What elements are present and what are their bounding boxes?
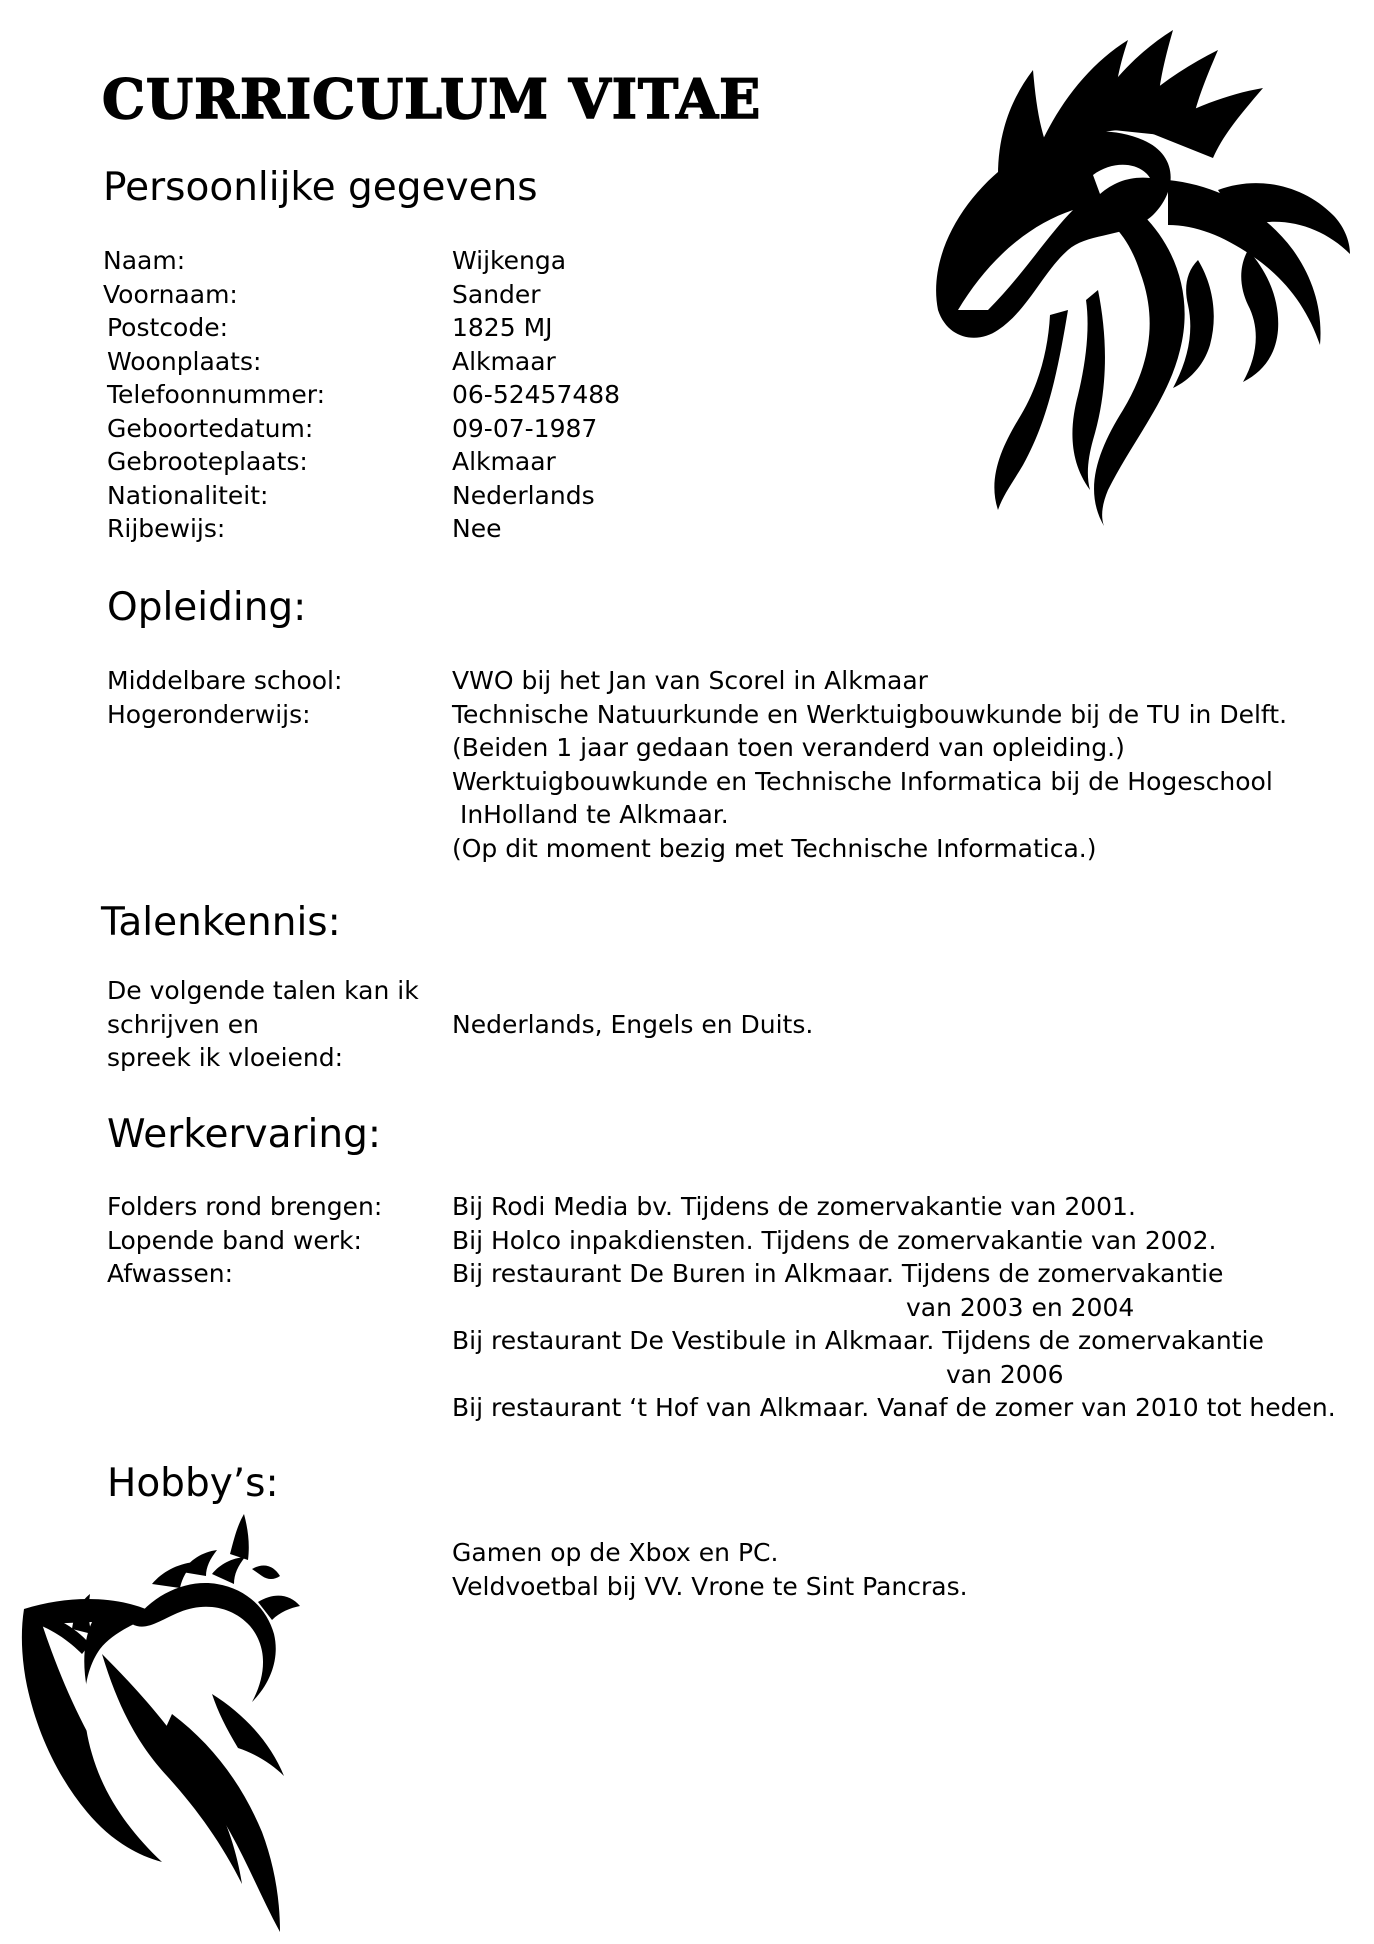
value-phone: 06-52457488	[452, 380, 621, 409]
label-birth-place: Gebrooteplaats:	[107, 447, 308, 476]
work-label: Folders rond brengen:	[107, 1192, 383, 1221]
higher-education-line: Werktuigbouwkunde en Technische Informatica bij de Hogeschool	[452, 766, 1273, 796]
work-line: Bij restaurant De Buren in Alkmaar. Tijdens de zomervakantie	[452, 1259, 1224, 1288]
languages-value: Nederlands, Engels en Duits.	[452, 1009, 814, 1039]
winged-dragon-tribal-icon	[12, 1514, 382, 1934]
hobby-line: Veldvoetbal bij VV. Vrone te Sint Pancras.	[452, 1571, 968, 1601]
value-first-name: Sander	[452, 279, 541, 309]
work-line: van 2003 en 2004	[906, 1292, 1135, 1322]
languages-row	[0, 1041, 1374, 1075]
hobby-line: Gamen op de Xbox en PC.	[452, 1538, 779, 1567]
work-row	[0, 1190, 1374, 1224]
label-postcode: Postcode:	[107, 313, 229, 342]
education-list	[0, 664, 1374, 865]
work-row	[0, 1324, 1374, 1358]
higher-education-line: Technische Natuurkunde en Werktuigbouwkunde bij de TU in Delft.	[452, 699, 1288, 729]
work-list	[0, 1190, 1374, 1425]
label-nationality: Nationaliteit:	[107, 480, 269, 510]
label-birth-date: Geboortedatum:	[107, 413, 314, 443]
education-row-cont	[0, 765, 1374, 799]
work-line: Bij Rodi Media bv. Tijdens de zomervakantie van 2001.	[452, 1192, 1136, 1221]
education-row-cont	[0, 832, 1374, 866]
languages-list	[0, 974, 1374, 1075]
education-row-cont	[0, 798, 1374, 832]
work-row	[0, 1224, 1374, 1258]
section-heading-hobbies: Hobby’s:	[107, 1461, 279, 1506]
work-line: Bij restaurant ‘t Hof van Alkmaar. Vanaf de zomer van 2010 tot heden.	[452, 1393, 1336, 1422]
higher-education-line: InHolland te Alkmaar.	[452, 800, 729, 829]
value-city: Alkmaar	[452, 346, 556, 376]
education-row-higher	[0, 698, 1374, 732]
label-drivers-license: Rijbewijs:	[107, 514, 226, 543]
value-secondary-school: VWO bij het Jan van Scorel in Alkmaar	[452, 666, 928, 695]
document-title: CURRICULUM VITAE	[102, 67, 762, 131]
label-first-name: Voornaam:	[103, 279, 238, 309]
label-last-name: Naam:	[103, 246, 186, 275]
value-drivers-license: Nee	[452, 514, 502, 543]
higher-education-line: (Beiden 1 jaar gedaan toen veranderd van opleiding.)	[452, 733, 1125, 762]
label-phone: Telefoonnummer:	[107, 380, 326, 409]
languages-label-line: De volgende talen kan ik	[107, 976, 419, 1005]
value-last-name: Wijkenga	[452, 246, 567, 275]
work-row	[0, 1257, 1374, 1291]
value-birth-date: 09-07-1987	[452, 413, 598, 443]
section-heading-languages: Talenkennis:	[101, 900, 341, 945]
value-nationality: Nederlands	[452, 480, 595, 510]
label-city: Woonplaats:	[107, 346, 262, 376]
section-heading-work: Werkervaring:	[107, 1112, 381, 1157]
work-line: van 2006	[946, 1359, 1064, 1389]
languages-row	[0, 974, 1374, 1008]
work-label: Lopende band werk:	[107, 1225, 362, 1255]
section-heading-personal: Persoonlijke gegevens	[103, 165, 538, 210]
work-line: Bij restaurant De Vestibule in Alkmaar. Tijdens de zomervakantie	[452, 1326, 1264, 1355]
section-heading-education: Opleiding:	[107, 585, 307, 630]
work-line: Bij Holco inpakdiensten. Tijdens de zomervakantie van 2002.	[452, 1225, 1217, 1255]
value-birth-place: Alkmaar	[452, 447, 556, 476]
work-label: Afwassen:	[107, 1259, 234, 1288]
label-secondary-school: Middelbare school:	[107, 666, 343, 695]
languages-row	[0, 1008, 1374, 1042]
value-postcode: 1825 MJ	[452, 313, 553, 342]
work-row	[0, 1391, 1374, 1425]
education-row-secondary	[0, 664, 1374, 698]
higher-education-line: (Op dit moment bezig met Technische Informatica.)	[452, 833, 1097, 863]
education-row-cont	[0, 731, 1374, 765]
work-row	[0, 1358, 1374, 1392]
label-higher-education: Hogeronderwijs:	[107, 699, 311, 729]
dragon-head-tribal-icon	[918, 10, 1358, 550]
languages-label-line: spreek ik vloeiend:	[107, 1043, 344, 1072]
languages-label-line: schrijven en	[107, 1009, 259, 1039]
work-row	[0, 1291, 1374, 1325]
